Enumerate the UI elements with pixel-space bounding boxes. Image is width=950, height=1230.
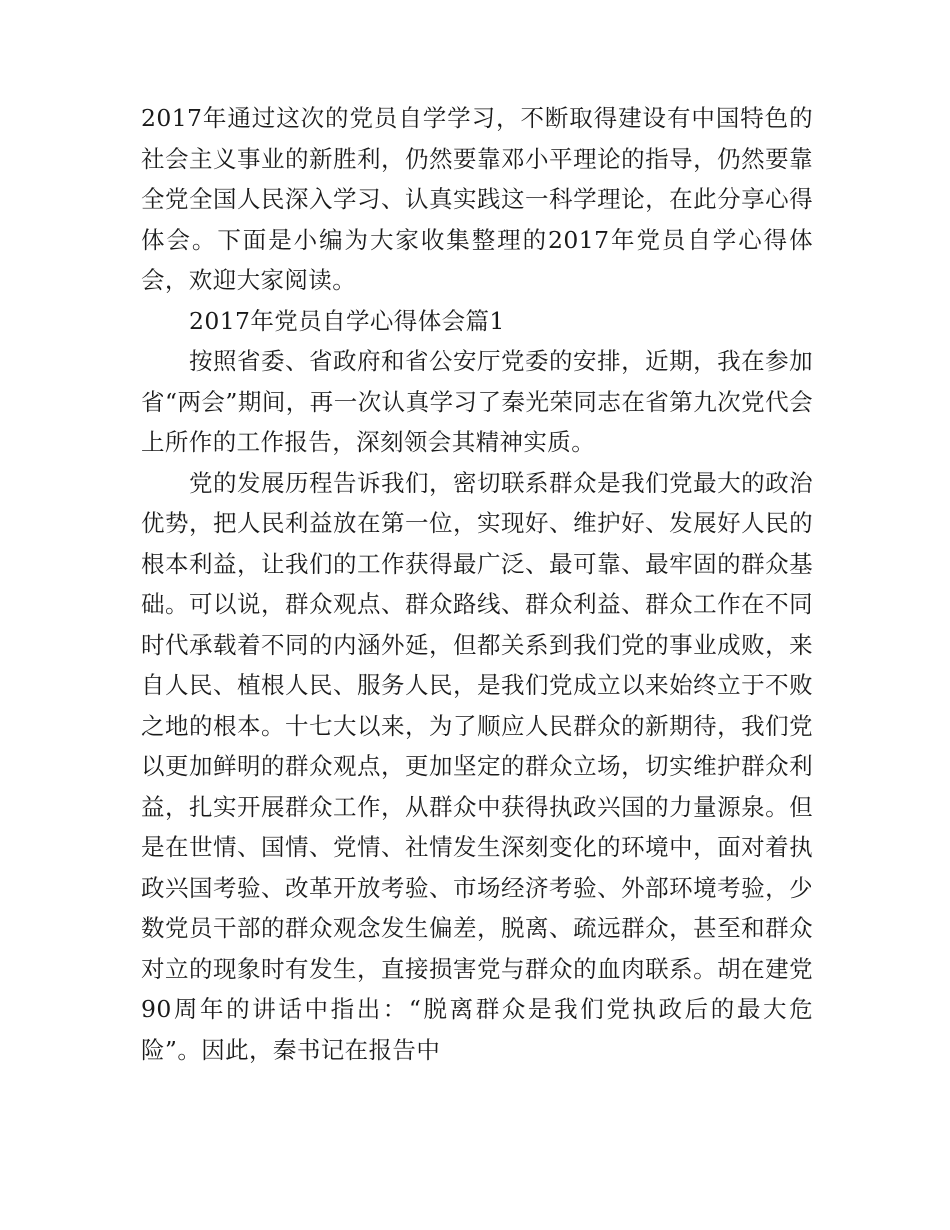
document-page <box>141 98 813 1070</box>
body-paragraph-1: 按照省委、省政府和省公安厅党委的安排，近期，我在参加省“两会”期间，再一次认真学习了秦光荣同志在省第九次党代会上所作的工作报告，深刻领会其精神实质。 <box>141 347 813 456</box>
body-paragraph-2: 党的发展历程告诉我们，密切联系群众是我们党最大的政治优势，把人民利益放在第一位，实现好、维护好、发展好人民的根本利益，让我们的工作获得最广泛、最可靠、最牢固的群众基础。可以说，群众观点、群众路线、群众利益、群众工作在不同时代承载着不同的内涵外延，但都关系到我们党的事业成败，来自人民、植根人民、服务人民，是我们党成立以来始终立于不败之地的根本。十七大以来，为了顺应人民群众的新期待，我们党以更加鲜明的群众观点，更加坚定的群众立场，切实维护群众利益，扎实开展群众工作，从群众中获得执政兴国的力量源泉。但是在世情、国情、党情、社情发生深刻变化的环境中，面对着执政兴国考验、改革开放考验、市场经济考验、外部环境考验，少数党员干部的群众观念发生偏差，脱离、疏远群众，甚至和群众对立的现象时有发生，直接损害党与群众的血肉联系。胡在建党90周年的讲话中指出：“脱离群众是我们党执政后的最大危险”。因此，秦书记在报告中 <box>141 468 813 1064</box>
section-heading: 2017年党员自学心得体会篇1 <box>189 306 505 335</box>
intro-paragraph: 2017年通过这次的党员自学学习，不断取得建设有中国特色的社会主义事业的新胜利，仍然要靠邓小平理论的指导，仍然要靠全党全国人民深入学习、认真实践这一科学理论，在此分享心得体会。下面是小编为大家收集整理的2017年党员自学心得体会，欢迎大家阅读。 <box>141 104 813 294</box>
